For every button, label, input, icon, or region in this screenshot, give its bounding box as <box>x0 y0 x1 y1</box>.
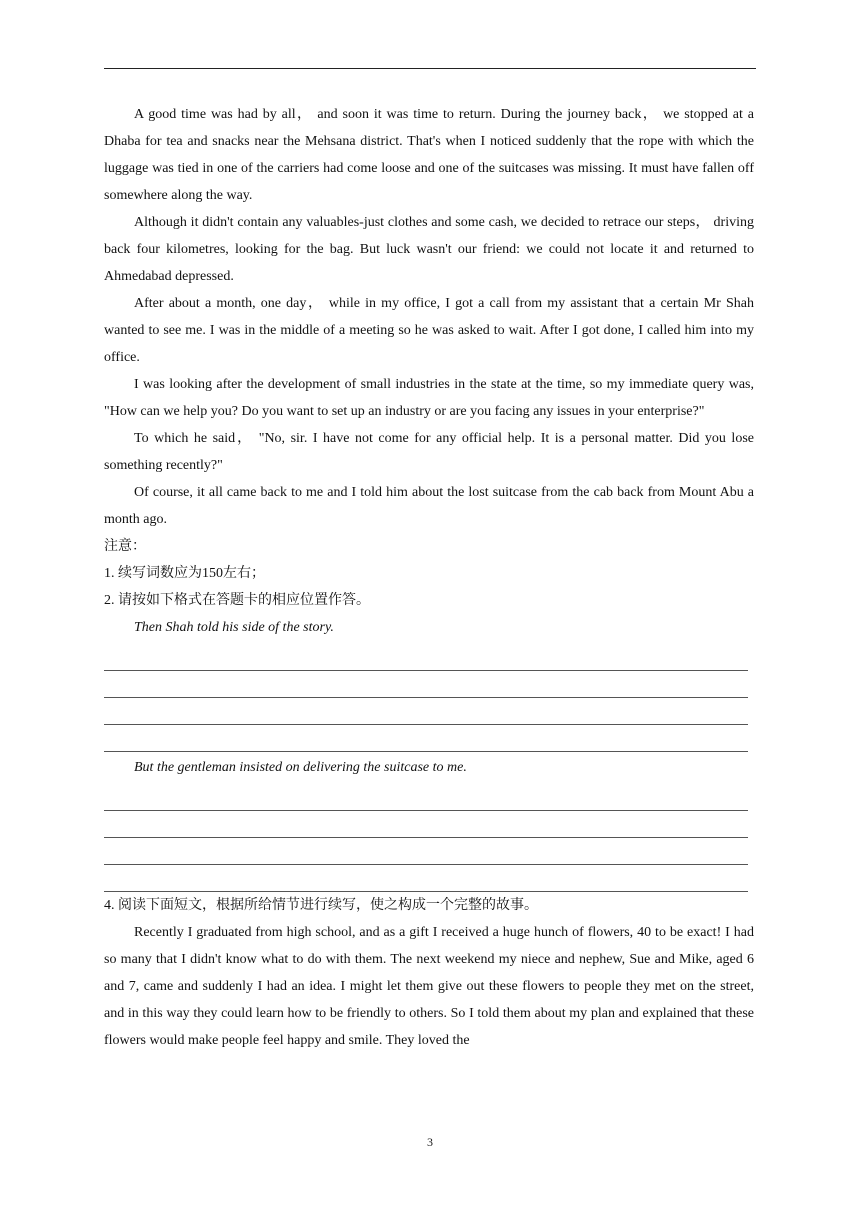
answer-line[interactable] <box>104 641 748 671</box>
notes-heading: 注意： <box>104 539 146 554</box>
story-paragraph-5: To which he said， "No, sir. I have not come for any official help. It is a personal matter. Did you lose something recently?" <box>104 431 754 473</box>
answer-line[interactable] <box>104 838 748 865</box>
question-4-instruction: 4. 阅读下面短文，根据所给情节进行续写，使之构成一个完整的故事。 <box>104 898 538 913</box>
story-paragraph-1: A good time was had by all， and soon it was time to return. During the journey back， we stopped at a Dhaba for tea and snacks near the Mehsana district. That's when I noticed suddenly that the rope with which the luggage was tied in one of the carriers had come loose and one of the suitcases was missing. It must have fallen off somewhere along the way. <box>104 107 754 203</box>
header-rule <box>104 68 756 69</box>
story-paragraph-4: I was looking after the development of small industries in the state at the time, so my immediate query was, "How can we help you? Do you want to set up an industry or are you facing any issues in your enterprise?" <box>104 377 754 419</box>
page-content <box>104 101 754 1054</box>
page-number: 3 <box>427 1135 433 1149</box>
answer-line[interactable] <box>104 781 748 811</box>
story-paragraph-3: After about a month, one day， while in my office, I got a call from my assistant that a certain Mr Shah wanted to see me. I was in the middle of a meeting so he was asked to wait. After I got done, I called him into my office. <box>104 296 754 365</box>
prompt-first: Then Shah told his side of the story. <box>134 620 334 635</box>
answer-block-1 <box>104 641 754 752</box>
story-paragraph-2: Although it didn't contain any valuables-just clothes and some cash, we decided to retrace our steps， driving back four kilometres, looking for the bag. But luck wasn't our friend: we could not locate it and returned to Ahmedabad depressed. <box>104 215 754 284</box>
answer-line[interactable] <box>104 698 748 725</box>
question-4-passage: Recently I graduated from high school, and as a gift I received a huge hunch of flowers, 40 to be exact! I had so many that I didn't know what to do with them. The next weekend my niece and nephew, Sue and Mike, aged 6 and 7, came and suddenly I had an idea. I might let them give out these flowers to people they met on the street, and in this way they could learn how to be friendly to others. So I told them about my plan and explained that these flowers would make people feel happy and smile. They loved the <box>104 925 754 1048</box>
answer-line[interactable] <box>104 671 748 698</box>
prompt-second: But the gentleman insisted on delivering the suitcase to me. <box>134 760 467 775</box>
note-item-format: 2. 请按如下格式在答题卡的相应位置作答。 <box>104 593 370 608</box>
answer-block-2 <box>104 781 754 892</box>
note-item-word-count: 1. 续写词数应为150左右； <box>104 566 265 581</box>
answer-line[interactable] <box>104 865 748 892</box>
answer-line[interactable] <box>104 725 748 752</box>
answer-line[interactable] <box>104 811 748 838</box>
story-paragraph-6: Of course, it all came back to me and I told him about the lost suitcase from the cab back from Mount Abu a month ago. <box>104 485 754 527</box>
